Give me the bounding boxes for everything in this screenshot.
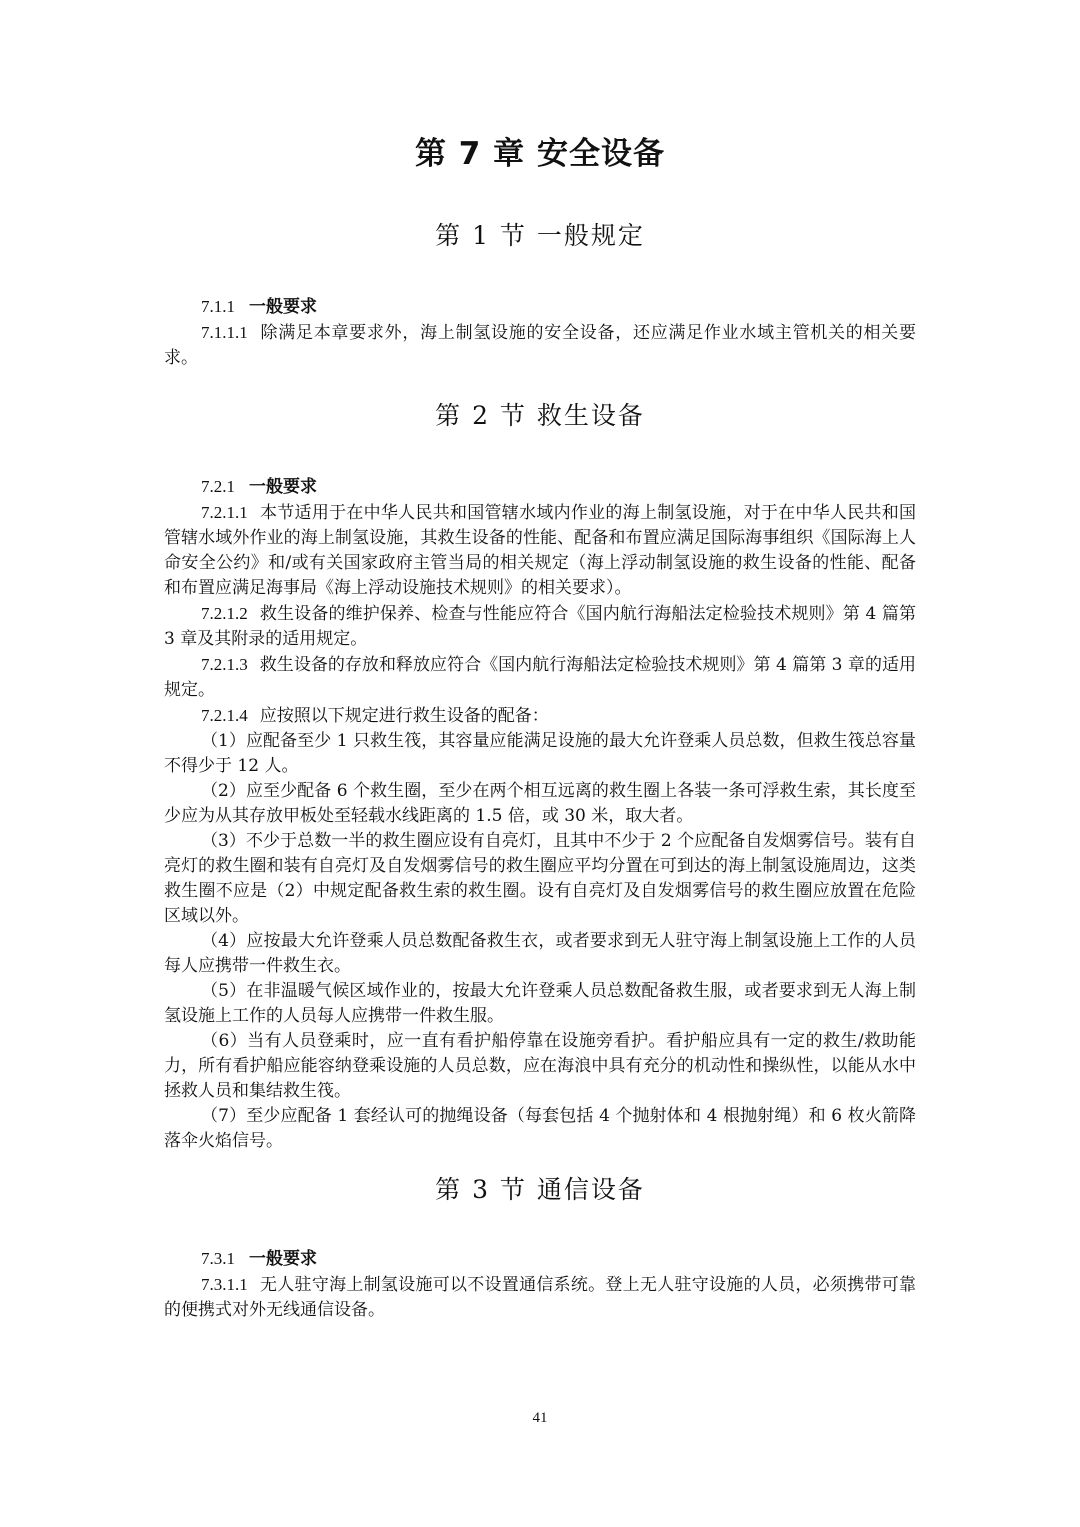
section-title-2: 第 2 节 救生设备 (435, 401, 645, 430)
paragraph-text: 救生设备的维护保养、检查与性能应符合《国内航行海船法定检验技术规则》第 4 篇第 3 章及其附录的适用规定。 (164, 604, 916, 649)
paragraph-text: 除满足本章要求外，海上制氢设施的安全设备，还应满足作业水域主管机关的相关要求。 (164, 323, 916, 368)
page-number: 41 (532, 1410, 548, 1426)
paragraph-number: 7.2.1.4 (201, 706, 248, 725)
list-item-text: （4）应按最大允许登乘人员总数配备救生衣，或者要求到无人驻守海上制氢设施上工作的人员每人应携带一件救生衣。 (164, 931, 916, 976)
list-item-text: （2）应至少配备 6 个救生圈，至少在两个相互远离的救生圈上各装一条可浮救生索，其长度至少应为从其存放甲板处至轻载水线距离的 1.5 倍，或 30 米，取大者。 (164, 781, 916, 826)
paragraph-number: 7.2.1.3 (201, 655, 248, 674)
list-item (164, 829, 916, 929)
list-item-text: （7）至少应配备 1 套经认可的抛绳设备（每套包括 4 个抛射体和 4 根抛射绳）和 6 枚火箭降落伞火焰信号。 (164, 1106, 916, 1151)
section-title-3: 第 3 节 通信设备 (435, 1175, 645, 1204)
paragraph-text: 应按照以下规定进行救生设备的配备： (259, 706, 549, 726)
paragraph (164, 703, 916, 729)
list-item-text: （6）当有人员登乘时，应一直有看护船停靠在设施旁看护。看护船应具有一定的救生/救助能力，所有看护船应能容纳登乘设施的人员总数，应在海浪中具有充分的机动性和操纵性，以能从水中拯救人员和集结救生筏。 (164, 1031, 916, 1101)
clause-title: 一般要求 (249, 297, 317, 317)
clause-title: 一般要求 (249, 1249, 317, 1269)
clause-heading (164, 294, 916, 320)
clause-number: 7.1.1 (201, 297, 235, 316)
paragraph (164, 1272, 916, 1323)
clause-number: 7.3.1 (201, 1249, 235, 1268)
chapter-title: 第 7 章 安全设备 (415, 136, 665, 172)
section-3-content (164, 1246, 916, 1323)
list-item (164, 929, 916, 979)
paragraph (164, 601, 916, 652)
list-item (164, 1029, 916, 1104)
list-item-text: （5）在非温暖气候区域作业的，按最大允许登乘人员总数配备救生服，或者要求到无人海上制氢设施上工作的人员每人应携带一件救生服。 (164, 981, 916, 1026)
clause-title: 一般要求 (249, 477, 317, 497)
paragraph-number: 7.2.1.1 (201, 503, 248, 522)
list-item-text: （1）应配备至少 1 只救生筏，其容量应能满足设施的最大允许登乘人员总数，但救生筏总容量不得少于 12 人。 (164, 731, 916, 776)
paragraph-number: 7.2.1.2 (201, 604, 248, 623)
paragraph-text: 本节适用于在中华人民共和国管辖水域内作业的海上制氢设施，对于在中华人民共和国管辖水域外作业的海上制氢设施，其救生设备的性能、配备和布置应满足国际海事组织《国际海上人命安全公约》和/或有关国家政府主管当局的相关规定（海上浮动制氢设施的救生设备的性能、配备和布置应满足海事局《海上浮动设施技术规则》的相关要求）。 (164, 503, 916, 598)
paragraph (164, 320, 916, 371)
list-item-text: （3）不少于总数一半的救生圈应设有自亮灯，且其中不少于 2 个应配备自发烟雾信号。装有自亮灯的救生圈和装有自亮灯及自发烟雾信号的救生圈应平均分置在可到达的海上制氢设施周边，这类救生圈不应是（2）中规定配备救生索的救生圈。设有自亮灯及自发烟雾信号的救生圈应放置在危险区域以外。 (164, 831, 916, 926)
section-1-content (164, 294, 916, 371)
paragraph (164, 652, 916, 703)
paragraph-text: 救生设备的存放和释放应符合《国内航行海船法定检验技术规则》第 4 篇第 3 章的适用规定。 (164, 655, 916, 700)
paragraph (164, 500, 916, 601)
paragraph-text: 无人驻守海上制氢设施可以不设置通信系统。登上无人驻守设施的人员，必须携带可靠的便携式对外无线通信设备。 (164, 1275, 916, 1320)
clause-heading (164, 1246, 916, 1272)
list-item (164, 779, 916, 829)
list-item (164, 1104, 916, 1154)
section-2-content (164, 474, 916, 1154)
paragraph-number: 7.3.1.1 (201, 1275, 248, 1294)
section-title-1: 第 1 节 一般规定 (435, 221, 645, 250)
paragraph-number: 7.1.1.1 (201, 323, 248, 342)
clause-number: 7.2.1 (201, 477, 235, 496)
list-item (164, 729, 916, 779)
list-item (164, 979, 916, 1029)
clause-heading (164, 474, 916, 500)
